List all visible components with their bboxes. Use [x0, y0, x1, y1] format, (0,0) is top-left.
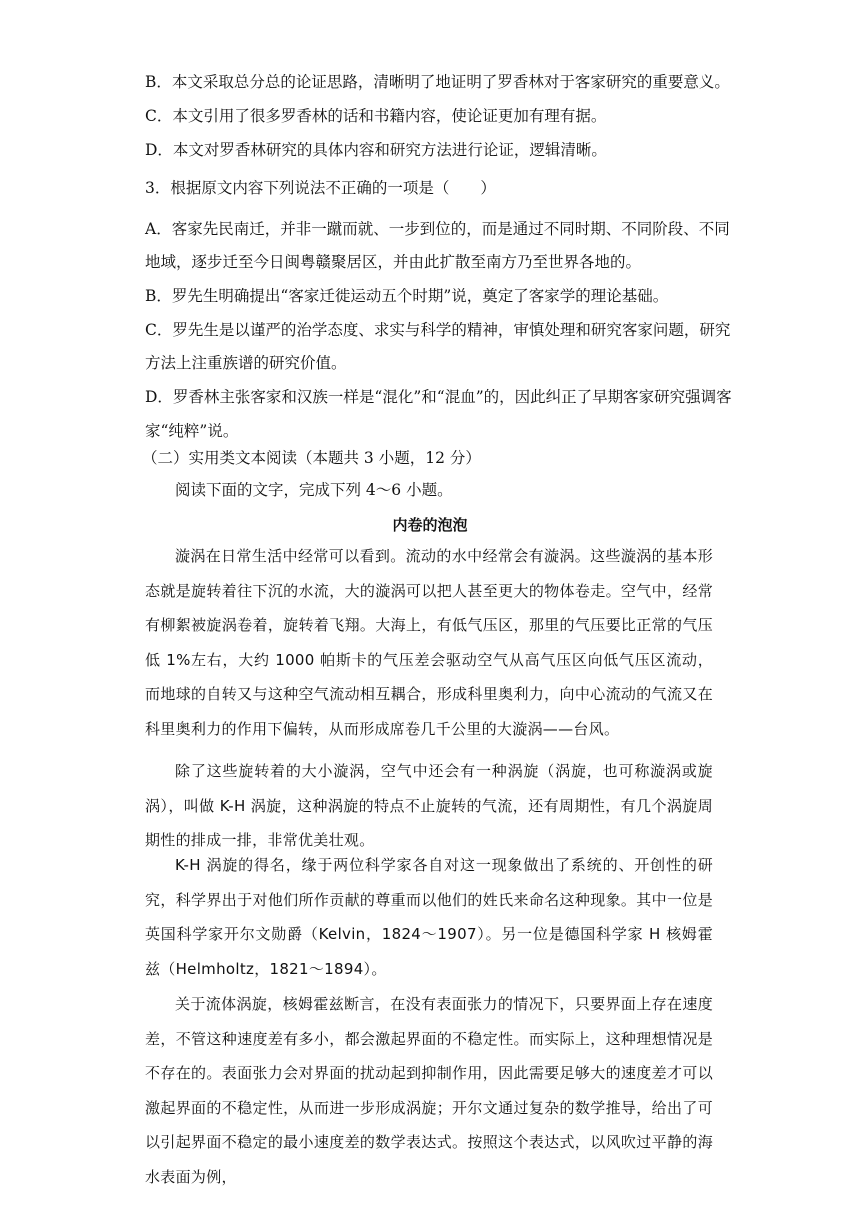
q3-stem: 3．根据原文内容下列说法不正确的一项是（ ） [145, 179, 496, 197]
article-paragraph-4: 关于流体涡旋，核姆霍兹断言，在没有表面张力的情况下，只要界面上存在速度差，不管这种速度差有多小，都会激起界面的不稳定性。而实际上，这种理想情况是不存在的。表面张力会对界面的扰动起到抑制作用，因此需要足够大的速度差才可以激起界面的不稳定性，从而进一步形成涡旋；开尔文通过复杂的数学推导，给出了可以引起界面不稳定的最小速度差的数学表达式。按照这个表达式，以风吹过平静的海水表面为例， [145, 995, 713, 1186]
article-paragraph-2: 除了这些旋转着的大小漩涡，空气中还会有一种涡旋（涡旋，也可称漩涡或旋涡），叫做 K-H 涡旋，这种涡旋的特点不止旋转的气流，还有周期性，有几个涡旋周期性的排成一排，非常优美壮观。 [145, 762, 713, 849]
q3-option-b: B．罗先生明确提出“客家迁徙运动五个时期”说，奠定了客家学的理论基础。 [145, 287, 669, 305]
q3-option-c-line2: 方法上注重族谱的研究价值。 [145, 354, 347, 372]
q2-option-d: D．本文对罗香林研究的具体内容和研究方法进行论证，逻辑清晰。 [145, 141, 607, 159]
q3-option-d-line2: 家“纯粹”说。 [145, 422, 239, 440]
q3-option-d-line1: D．罗香林主张客家和汉族一样是“混化”和“混血”的，因此纠正了早期客家研究强调客 [145, 388, 732, 406]
q2-option-b: B．本文采取总分总的论证思路，清晰明了地证明了罗香林对于客家研究的重要意义。 [145, 73, 730, 91]
article-paragraph-1: 漩涡在日常生活中经常可以看到。流动的水中经常会有漩涡。这些漩涡的基本形态就是旋转着往下沉的水流，大的漩涡可以把人甚至更大的物体卷走。空气中，经常有柳絮被旋涡卷着，旋转着飞翔。大海上，有低气压区，那里的气压要比正常的气压低 1%左右，大约 1000 帕斯卡的气压差会驱动空气从高气压区向低气压区流动，而地球的自转又与这种空气流动相互耦合，形成科里奥利力，向中心流动的气流又在科里奥利力的作用下偏转，从而形成席卷几千公里的大漩涡——台风。 [145, 547, 713, 738]
section-instruction: 阅读下面的文字，完成下列 4～6 小题。 [175, 481, 453, 499]
section-heading: （二）实用类文本阅读（本题共 3 小题，12 分） [142, 449, 481, 467]
q3-option-a-line1: A．客家先民南迁，并非一蹴而就、一步到位的，而是通过不同时期、不同阶段、不同 [145, 220, 730, 238]
article-title: 内卷的泡泡 [392, 516, 468, 534]
q3-option-c-line1: C．罗先生是以谨严的治学态度、求实与科学的精神，审慎处理和研究客家问题，研究 [145, 321, 731, 339]
q2-option-c: C．本文引用了很多罗香林的话和书籍内容，使论证更加有理有据。 [145, 107, 607, 125]
q3-option-a-line2: 地域，逐步迁至今日闽粤赣聚居区，并由此扩散至南方乃至世界各地的。 [145, 253, 642, 271]
article-paragraph-3: K-H 涡旋的得名，缘于两位科学家各自对这一现象做出了系统的、开创性的研究，科学界出于对他们所作贡献的尊重而以他们的姓氏来命名这种现象。其中一位是英国科学家开尔文勋爵（Kelvin，1824～1907）。另一位是德国科学家 H 核姆霍兹（Helmholtz，1821～1894）。 [145, 856, 713, 978]
